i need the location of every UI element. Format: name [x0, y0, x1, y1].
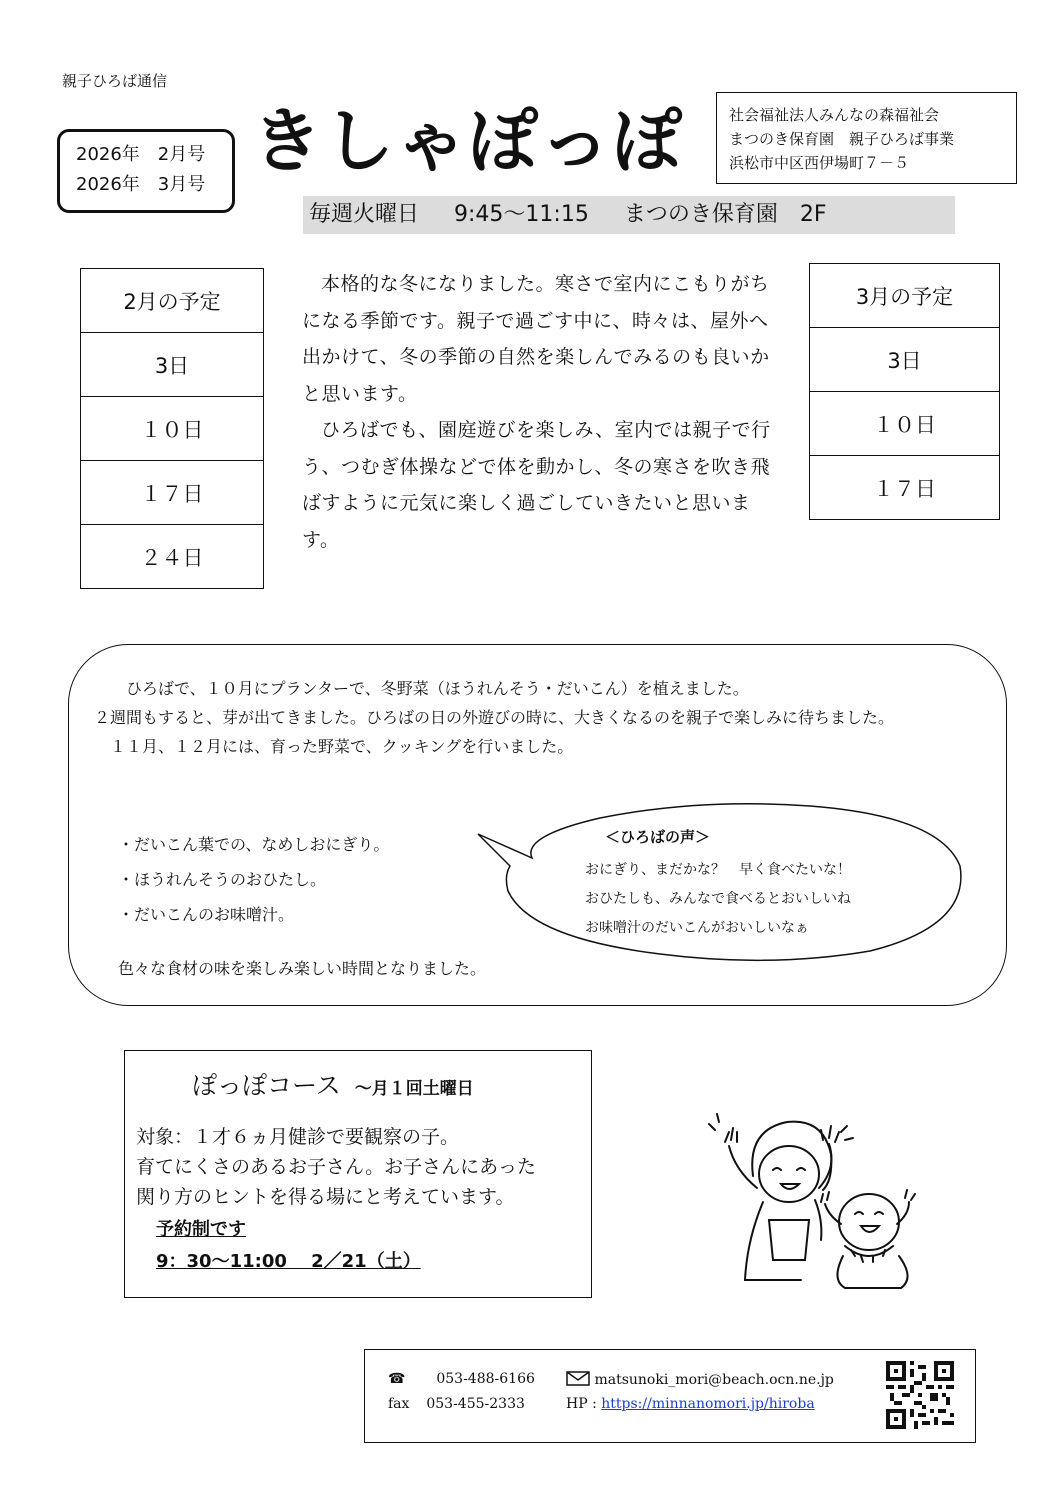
parent-baby-illustration — [705, 1110, 925, 1295]
org-line: まつのき保育園 親子ひろば事業 — [729, 130, 955, 148]
phone-number: 053-488-6166 — [436, 1371, 535, 1387]
voice-line: おひたしも、みんなで食べるとおいしいね — [585, 891, 851, 907]
fax-label: fax — [388, 1396, 410, 1412]
list-item: ・ほうれんそうのおひたし。 — [118, 870, 327, 889]
fax-number: 053-455-2333 — [426, 1396, 525, 1412]
schedule-time: 9:45～11:15 — [454, 202, 589, 227]
issue-feb: 2026年 2月号 — [76, 144, 206, 165]
feb-date: 3日 — [81, 333, 264, 397]
org-line: 社会福祉法人みんなの森福祉会 — [729, 106, 940, 124]
course-line: 対象：１才６ヵ月健診で要観察の子。 — [136, 1126, 460, 1148]
website-row — [566, 1396, 815, 1412]
phone-row — [388, 1371, 535, 1387]
intro-paragraph: ひろばでも、園庭遊びを楽しみ、室内では親子で行う、つむぎ体操などで体を動かし、冬の寒さを吹き飛ばすように元気に楽しく過ごしていきたいと思います。 — [302, 419, 771, 551]
mar-heading: 3月の予定 — [810, 264, 1000, 328]
series-name: 親子ひろば通信 — [62, 72, 168, 90]
feb-heading: 2月の予定 — [81, 269, 264, 333]
voice-list — [585, 856, 851, 943]
reservation-label: 予約制です — [156, 1219, 246, 1240]
schedule-place: まつのき保育園 2F — [623, 202, 827, 227]
story-line: １１月、１２月には、育った野菜で、クッキングを行いました。 — [94, 737, 574, 756]
course-subtitle: ～月１回土曜日 — [354, 1079, 474, 1099]
feb-date: １７日 — [81, 461, 264, 525]
course-line: 関り方のヒントを得る場にと考えています。 — [136, 1186, 515, 1208]
org-line: 浜松市中区西伊場町７－５ — [729, 154, 910, 172]
issue-box — [57, 129, 235, 213]
course-line: 育てにくさのあるお子さん。お子さんにあった — [136, 1156, 536, 1178]
reservation-datetime: 9：30～11:00 2／21（土） — [156, 1251, 421, 1272]
mar-date: １７日 — [810, 456, 1000, 520]
email-address[interactable]: matsunoki_mori@beach.ocn.ne.jp — [594, 1372, 834, 1388]
organization-box — [716, 92, 1017, 184]
voice-line: おにぎり、まだかな？ 早く食べたいな！ — [585, 862, 851, 878]
website-link[interactable]: https://minnanomori.jp/hiroba — [601, 1396, 815, 1412]
course-description — [136, 1122, 536, 1212]
schedule-bar — [303, 196, 955, 234]
course-reservation — [156, 1214, 421, 1278]
story-closing: 色々な食材の味を楽しみ楽しい時間となりました。 — [118, 959, 487, 978]
cooking-list — [118, 827, 389, 932]
voice-title: ＜ひろばの声＞ — [605, 828, 711, 846]
course-title — [192, 1066, 474, 1102]
course-name: ぽっぽコース — [192, 1071, 341, 1100]
story-line: ２週間もすると、芽が出てきました。ひろばの日の外遊びの時に、大きくなるのを親子で楽しみに待ちました。 — [94, 708, 895, 727]
schedule-day: 毎週火曜日 — [309, 202, 420, 227]
mar-schedule-table — [809, 263, 1000, 520]
qr-code[interactable] — [886, 1361, 954, 1429]
mar-date: 3日 — [810, 328, 1000, 392]
hp-label: HP : — [566, 1396, 597, 1412]
feb-date: １０日 — [81, 397, 264, 461]
mar-date: １０日 — [810, 392, 1000, 456]
list-item: ・だいこんのお味噌汁。 — [118, 905, 295, 924]
envelope-icon — [566, 1371, 590, 1386]
issue-mar: 2026年 3月号 — [76, 174, 206, 195]
phone-icon: ☎ — [388, 1371, 406, 1387]
fax-row — [388, 1396, 525, 1412]
story-text — [94, 674, 994, 761]
intro-text — [302, 266, 782, 558]
list-item: ・だいこん葉での、なめしおにぎり。 — [118, 835, 390, 854]
feb-date: ２４日 — [81, 525, 264, 589]
story-line: ひろばで、１０月にプランターで、冬野菜（ほうれんそう・だいこん）を植えました。 — [94, 679, 749, 698]
newsletter-title: きしゃぽっぽ — [252, 100, 684, 182]
feb-schedule-table — [80, 268, 264, 589]
intro-paragraph: 本格的な冬になりました。寒さで室内にこもりがちになる季節です。親子で過ごす中に、時々は、屋外へ出かけて、冬の季節の自然を楽しんでみるのも良いかと思います。 — [302, 273, 770, 405]
email-row — [566, 1371, 834, 1388]
voice-line: お味噌汁のだいこんがおいしいなぁ — [585, 920, 809, 936]
